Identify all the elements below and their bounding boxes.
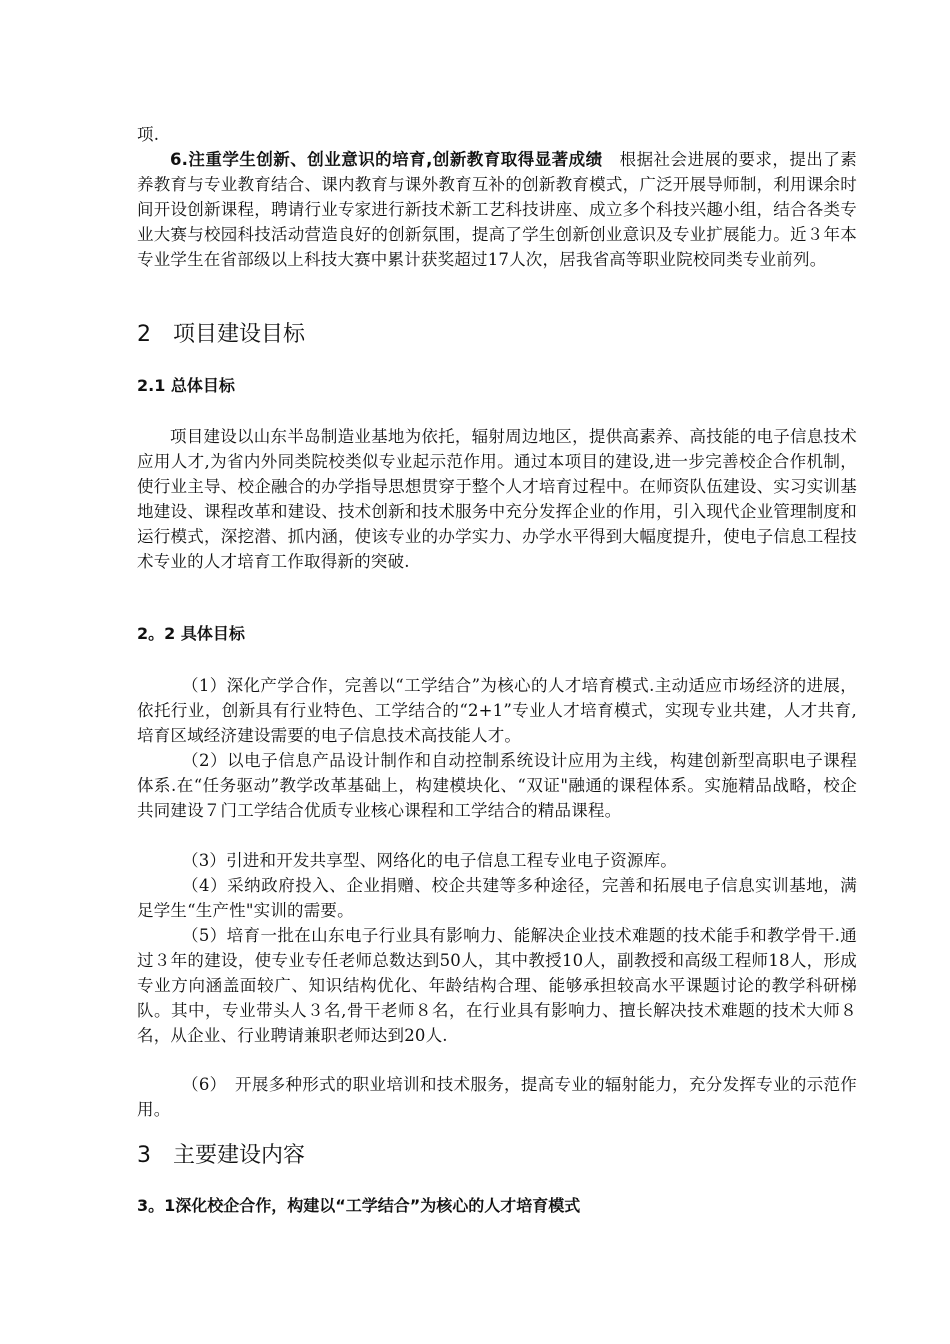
- section3-title: 主要建设内容: [173, 1143, 306, 1168]
- goal-item-1: （1）深化产学合作，完善以“工学结合”为核心的人才培育模式.主动适应市场经济的进展，依托行业，创新具有行业特色、工学结合的“2+1”专业人才培育模式，实现专业共建，人才共育,培育区域经济建设需要的电子信息技术高技能人才。: [137, 676, 857, 745]
- carry-over-text: 项.: [137, 125, 160, 144]
- section2-number: 2: [137, 322, 151, 347]
- goal-item-6: （6） 开展多种形式的职业培训和技术服务，提高专业的辐射能力，充分发挥专业的示范作用。: [137, 1075, 857, 1119]
- section3-number: 3: [137, 1143, 151, 1168]
- goal-item-5: （5）培育一批在山东电子行业具有影响力、能解决企业技术难题的技术能手和教学骨干.通过３年的建设，使专业专任老师总数达到50人，其中教授10人，副教授和高级工程师18人，形成专业方向涵盖面较广、知识结构优化、年龄结构合理、能够承担较高水平课题讨论的教学科研梯队。其中，专业带头人３名,骨干老师８名，在行业具有影响力、擅长解决技术难题的技术大师８名，从企业、行业聘请兼职老师达到20人.: [137, 926, 857, 1045]
- section3-heading: [137, 1141, 305, 1171]
- item6-body: 根据社会进展的要求，提出了素养教育与专业教育结合、课内教育与课外教育互补的创新教育模式，广泛开展导师制，利用课余时间开设创新课程，聘请行业专家进行新技术新工艺科技讲座、成立多个科技兴趣小组，结合各类专业大赛与校园科技活动营造良好的创新氛围，提高了学生创新创业意识及专业扩展能力。近３年本专业学生在省部级以上科技大赛中累计获奖超过17人次，居我省高等职业院校同类专业前列。: [137, 150, 858, 269]
- goal-item-3: （3）引进和开发共享型、网络化的电子信息工程专业电子资源库。: [182, 851, 677, 870]
- section3-1-heading: 3。1深化校企合作，构建以“工学结合”为核心的人才培育模式: [137, 1196, 581, 1215]
- section2-2-heading: 2。2 具体目标: [137, 624, 245, 643]
- section2-title: 项目建设目标: [173, 322, 306, 347]
- section2-heading: [137, 320, 305, 350]
- goal-item-2: （2）以电子信息产品设计制作和自动控制系统设计应用为主线，构建创新型高职电子课程体系.在“任务驱动”教学改革基础上，构建模块化、“双证"融通的课程体系。实施精品战略，校企共同建设７门工学结合优质专业核心课程和工学结合的精品课程。: [137, 751, 857, 820]
- goal-item-4: （4）采纳政府投入、企业捐赠、校企共建等多种途径，完善和拓展电子信息实训基地，满足学生“生产性"实训的需要。: [137, 876, 857, 920]
- item6-paragraph: [137, 147, 857, 272]
- item6-heading: 6.注重学生创新、创业意识的培育,创新教育取得显著成绩: [170, 150, 603, 169]
- section2-1-body: 项目建设以山东半岛制造业基地为依托，辐射周边地区，提供高素养、高技能的电子信息技术应用人才,为省内外同类院校类似专业起示范作用。通过本项目的建设,进一步完善校企合作机制，使行业主导、校企融合的办学指导思想贯穿于整个人才培育过程中。在师资队伍建设、实习实训基地建设、课程改革和建设、技术创新和技术服务中充分发挥企业的作用，引入现代企业管理制度和运行模式，深挖潜、抓内涵，使该专业的办学实力、办学水平得到大幅度提升，使电子信息工程技术专业的人才培育工作取得新的突破.: [137, 427, 857, 571]
- section2-1-heading: 2.1 总体目标: [137, 376, 235, 395]
